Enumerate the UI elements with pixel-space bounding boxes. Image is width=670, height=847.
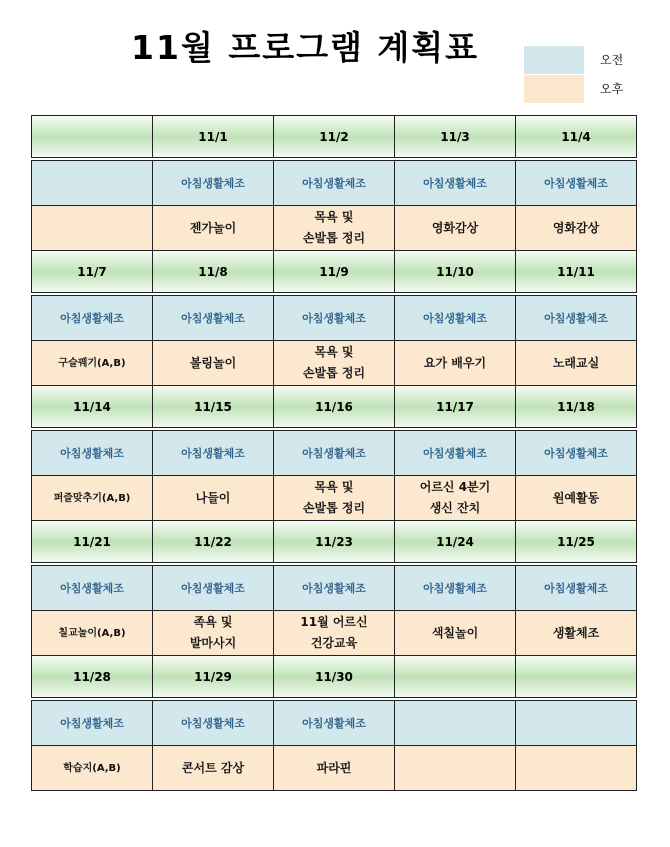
week-2-pm-row [32, 341, 637, 386]
pm-cell: 색칠놀이 [395, 611, 516, 656]
date-cell: 11/25 [516, 521, 637, 565]
date-cell: 11/18 [516, 386, 637, 430]
date-cell: 11/24 [395, 521, 516, 565]
pm-cell: 목욕 및 손발톱 정리 [274, 206, 395, 251]
date-cell: 11/8 [153, 251, 274, 295]
pm-cell [395, 746, 516, 791]
date-cell: 11/4 [516, 116, 637, 160]
pm-cell: 생활체조 [516, 611, 637, 656]
legend-pm [524, 74, 623, 103]
am-cell: 아침생활체조 [395, 429, 516, 476]
pm-cell: 나들이 [153, 476, 274, 521]
pm-cell: 원예활동 [516, 476, 637, 521]
date-cell [395, 656, 516, 700]
am-cell: 아침생활체조 [153, 564, 274, 611]
date-cell: 11/30 [274, 656, 395, 700]
am-cell: 아침생활체조 [32, 564, 153, 611]
week-1-am-row [32, 159, 637, 206]
am-cell: 아침생활체조 [395, 294, 516, 341]
week-4-date-row [32, 521, 637, 565]
am-cell: 아침생활체조 [516, 429, 637, 476]
date-cell [32, 116, 153, 160]
date-cell: 11/11 [516, 251, 637, 295]
am-cell: 아침생활체조 [32, 294, 153, 341]
am-cell: 아침생활체조 [32, 699, 153, 746]
page-title: 11월 프로그램 계획표 [131, 28, 479, 67]
date-cell: 11/1 [153, 116, 274, 160]
legend-pm-label: 오후 [600, 82, 624, 96]
am-cell: 아침생활체조 [516, 294, 637, 341]
am-cell: 아침생활체조 [274, 429, 395, 476]
am-cell [516, 699, 637, 746]
week-1-date-row [32, 116, 637, 160]
date-cell: 11/22 [153, 521, 274, 565]
pm-cell: 퍼즐맞추기(A,B) [32, 476, 153, 521]
am-cell: 아침생활체조 [274, 699, 395, 746]
week-2-am-row [32, 294, 637, 341]
pm-cell: 노래교실 [516, 341, 637, 386]
pm-cell: 영화감상 [516, 206, 637, 251]
am-cell: 아침생활체조 [395, 564, 516, 611]
pm-cell: 학습지(A,B) [32, 746, 153, 791]
week-5-am-row [32, 699, 637, 746]
week-3-date-row [32, 386, 637, 430]
pm-cell: 목욕 및 손발톱 정리 [274, 476, 395, 521]
pm-cell: 영화감상 [395, 206, 516, 251]
legend-am [524, 45, 623, 74]
week-3-am-row [32, 429, 637, 476]
pm-cell: 볼링놀이 [153, 341, 274, 386]
pm-cell: 파라핀 [274, 746, 395, 791]
pm-cell [516, 746, 637, 791]
legend [524, 45, 623, 103]
am-cell: 아침생활체조 [395, 159, 516, 206]
date-cell: 11/21 [32, 521, 153, 565]
week-4-am-row [32, 564, 637, 611]
date-cell: 11/14 [32, 386, 153, 430]
date-cell: 11/29 [153, 656, 274, 700]
legend-am-label: 오전 [600, 53, 624, 67]
date-cell: 11/2 [274, 116, 395, 160]
am-cell: 아침생활체조 [153, 699, 274, 746]
pm-cell: 콘서트 감상 [153, 746, 274, 791]
am-cell: 아침생활체조 [153, 294, 274, 341]
pm-cell [32, 206, 153, 251]
date-cell: 11/17 [395, 386, 516, 430]
week-1-pm-row [32, 206, 637, 251]
am-cell [395, 699, 516, 746]
pm-cell: 족욕 및 발마사지 [153, 611, 274, 656]
pm-cell: 구슬꿰기(A,B) [32, 341, 153, 386]
week-4-pm-row [32, 611, 637, 656]
am-cell: 아침생활체조 [516, 564, 637, 611]
date-cell: 11/7 [32, 251, 153, 295]
week-3-pm-row [32, 476, 637, 521]
date-cell: 11/16 [274, 386, 395, 430]
week-5-pm-row [32, 746, 637, 791]
am-cell: 아침생활체조 [32, 429, 153, 476]
date-cell: 11/9 [274, 251, 395, 295]
week-2-date-row [32, 251, 637, 295]
am-cell [32, 159, 153, 206]
date-cell: 11/28 [32, 656, 153, 700]
pm-cell: 요가 배우기 [395, 341, 516, 386]
date-cell [516, 656, 637, 700]
legend-am-swatch [524, 46, 584, 74]
am-cell: 아침생활체조 [153, 159, 274, 206]
schedule-table [31, 115, 637, 791]
am-cell: 아침생활체조 [153, 429, 274, 476]
am-cell: 아침생활체조 [274, 159, 395, 206]
am-cell: 아침생활체조 [516, 159, 637, 206]
date-cell: 11/23 [274, 521, 395, 565]
week-5-date-row [32, 656, 637, 700]
pm-cell: 11월 어르신 건강교육 [274, 611, 395, 656]
am-cell: 아침생활체조 [274, 564, 395, 611]
pm-cell: 목욕 및 손발톱 정리 [274, 341, 395, 386]
pm-cell: 칠교놀이(A,B) [32, 611, 153, 656]
date-cell: 11/10 [395, 251, 516, 295]
legend-pm-swatch [524, 75, 584, 103]
am-cell: 아침생활체조 [274, 294, 395, 341]
pm-cell: 젠가놀이 [153, 206, 274, 251]
pm-cell: 어르신 4분기 생신 잔치 [395, 476, 516, 521]
date-cell: 11/3 [395, 116, 516, 160]
date-cell: 11/15 [153, 386, 274, 430]
